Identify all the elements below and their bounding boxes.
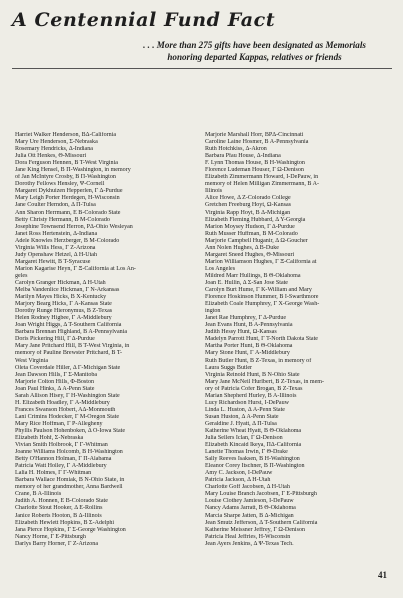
memorial-entry: Betty Christy Hermann, B M-Colorado	[15, 216, 110, 223]
memorial-entry: Rosemary Hendricks, Δ-Indiana	[15, 146, 93, 153]
memorial-entry: Oleta Coverdale Hiller, Δ Γ-Michigan State	[15, 364, 121, 371]
memorial-entry: Marjorie Campbell Huganir, Δ Ω-Goucher	[205, 237, 308, 244]
memorial-entry: Geraldine J. Hyatt, Δ Π-Tulsa	[205, 420, 277, 427]
memorial-entry: Judy Openshaw Hetzel, Δ H-Utah	[15, 251, 97, 258]
memorial-entry: geles	[15, 272, 28, 279]
memorial-entry: Judith Hessy Hunt, Ω-Kansas	[205, 329, 277, 336]
memorial-entry: Betty O'Hannon Holman, Γ Π-Alabama	[15, 456, 112, 463]
memorial-entry: Mary Jane McNeil Hurlbert, B Z-Texas, in mem-	[205, 378, 324, 385]
memorial-entry: Ruth Butler Hunt, B Z-Texas, in memory of	[205, 357, 312, 364]
memorial-entry: Caroline Laine Hosmer, B A-Pennsylvania	[205, 139, 309, 146]
memorial-entry: Mary Leigh Porter Herdegen, H-Wisconsin	[15, 195, 120, 202]
memorial-entry: Mary Stone Hunt, Γ A-Middlebury	[205, 350, 290, 357]
memorial-entry: Harriet Walker Henderson, BΔ-California	[15, 132, 117, 138]
memorial-entry: Sally Reeves Isaksen, B H-Washington	[205, 456, 300, 463]
memorial-entry: Judith A. Honnen, E B-Colorado State	[15, 498, 108, 505]
memorial-entry: Doris Pickering Hill, Γ Δ-Purdue	[15, 336, 95, 343]
memorial-entry: Charlotte Stout Hooker, Δ E-Rollins	[15, 505, 103, 512]
memorial-entry: Elizabeth Kincaid Ikeya, ΠΔ-California	[205, 442, 302, 449]
page-subtitle	[112, 40, 397, 63]
memorial-entry: memory of Helen Milligan Zimmermann, B A-	[205, 181, 320, 188]
memorial-entry: Frances Swanson Hobert, AΔ-Monmouth	[15, 406, 116, 413]
memorial-entry: Janice Roberts Hooton, B Δ-Illinois	[15, 512, 102, 519]
memorial-entry: Mary Jane Pritchard Hill, B T-West Virginia, in	[15, 343, 130, 350]
memorial-entry: Jana Pierce Hopkins, Γ Σ-George Washington	[15, 526, 126, 533]
right-column	[205, 132, 392, 548]
memorial-entry: Virginia Reinold Hunt, B N-Ohio State	[205, 371, 300, 378]
memorial-entry: Dorothy Runge Hieronymus, B Z-Texas	[15, 308, 113, 315]
memorial-entry: Carolyn Granger Hickman, Δ H-Utah	[15, 279, 106, 286]
memorial-entry: Ann Sharon Herrmann, E B-Colorado State	[15, 209, 121, 216]
memorial-entry: Ruth Hotchkiss, Δ-Akron	[205, 146, 267, 153]
memorial-entry: Joan Paul Hinks, Δ A-Penn State	[15, 385, 95, 392]
memorial-entry: Patricia Heal Jeffries, H-Wisconsin	[205, 533, 291, 540]
header-divider	[12, 68, 392, 69]
memorial-entry: Marcia Sharpe Jatten, B Δ-Michigan	[205, 512, 294, 519]
memorial-entry: Julia Ott Henkes, Θ-Missouri	[15, 153, 87, 160]
memorial-entry: memory of Pauline Brewster Pritchard, B T-	[15, 350, 122, 357]
memorial-entry: Madelyn Parrott Hunt, Γ T-North Dakota State	[205, 336, 318, 343]
memorial-entry: Barbara Wallace Homiak, B N-Ohio State, in	[15, 477, 125, 484]
memorial-entry: Elizabeth Hohf, Σ-Nebraska	[15, 435, 84, 442]
memorial-entry: Susan Huston, Δ A-Penn State	[205, 413, 279, 420]
memorial-entry: Margaret Sneed Hughes, Θ-Missouri	[205, 251, 295, 258]
memorial-entry: Barbara Pfau House, Δ-Indiana	[205, 153, 281, 160]
memorial-entry: Dora Ferguson Hennen, B T-West Virginia	[15, 160, 118, 167]
memorial-entry: of Jan McIntyre Crosby, B Π-Washington	[15, 174, 116, 181]
memorial-entry: Lalia H. Holmes, Γ Γ-Whitman	[15, 470, 92, 477]
memorial-entry: Darlys Barry Horner, Γ Z-Arizona	[15, 540, 99, 547]
memorial-entry: Crane, B A-Illinois	[15, 491, 62, 498]
memorial-entry: Marion Kagarise Heyn, Γ Ξ-California at Los An-	[15, 265, 136, 272]
memorial-entry: Barbara Brennan Highland, B A-Pennsylvania	[15, 329, 128, 336]
memorial-entry: Marilyn Mayes Hicks, B X-Kentucky	[15, 294, 107, 301]
memorial-entry: Melba Vandenlice Hickman, Γ N-Arkansas	[15, 287, 120, 294]
memorial-entry: Adele Knowles Herzberger, B M-Colorado	[15, 237, 120, 244]
memorial-entry: Sarah Allison Hisey, Γ H-Washington State	[15, 392, 120, 399]
memorial-entry: Alice Howe, Δ Z-Colorado College	[205, 195, 291, 202]
memorial-entry: Martha Porter Hunt, B Θ-Oklahoma	[205, 343, 293, 350]
memorial-entry: Nancy Horne, Γ E-Pittsburgh	[15, 533, 86, 540]
memorial-entry: Margaret Hewitt, B T-Syracuse	[15, 258, 91, 265]
memorial-entry: Jane Coulter Herndon, Δ Π-Tulsa	[15, 202, 96, 209]
memorial-entry: Lani Crimins Hodecker, Γ M-Oregon State	[15, 413, 120, 420]
memorial-entry: Marjorie Marshall Horr, BPΔ-Cincinnati	[205, 132, 304, 138]
memorial-entry: Florence Ludeman Houser, Γ Ω-Denison	[205, 167, 304, 174]
memorial-entry: Dorothy Fellows Hensley, Ψ-Cornell	[15, 181, 105, 188]
memorial-entry: Josephine Townsend Herron, PΔ-Ohio Wesleyan	[15, 223, 133, 230]
memorial-entry: Joanne Williams Holcomb, B H-Washington	[15, 449, 123, 456]
memorial-entry: Elizabeth Zimmermann Howard, I-DePauw, in	[205, 174, 319, 181]
memorial-entry: Margaret Dykhuizen Hepperlen, Γ Δ-Purdue	[15, 188, 123, 195]
memorial-entry: Jean Evans Hunt, B A-Pennsylvania	[205, 322, 293, 329]
memorial-entry: Marjory Bearg Hicks, Γ A-Kansas State	[15, 301, 112, 308]
memorial-entry: F. Lynn Thomas House, B H-Washington	[205, 160, 305, 167]
memorial-entry: Elizabeth Fleming Hubbard, Δ Y-Georgia	[205, 216, 306, 223]
memorial-entry: Florence Hoskinson Hummer, B I-Swarthmore	[205, 294, 319, 301]
page-title: A Centennial Fund Fact	[12, 9, 276, 31]
memorial-entry: Julia Sellers Iclan, Γ Ω-Denison	[205, 435, 283, 442]
memorial-entry: Ann Nolen Hughes, Δ B-Duke	[205, 244, 279, 251]
memorial-entry: H. Elizabeth Hoadley, Γ A-Middlebury	[15, 399, 110, 406]
memorial-entry: Lanette Thomas Irwin, Γ Θ-Drake	[205, 449, 288, 456]
memorial-entry: Patricia Watt Holley, Γ A-Middlebury	[15, 463, 107, 470]
memorial-entry: Virginia Wills Hess, Γ Z-Arizona	[15, 244, 96, 251]
memorial-entry: Illinois	[205, 188, 223, 195]
subtitle-line-2: honoring departed Kappas, relatives or friends	[167, 51, 342, 62]
memorial-entry: Janet Rae Humphrey, Γ Δ-Purdue	[205, 315, 287, 322]
memorial-entry: ington	[205, 308, 221, 315]
memorial-entry: West Virginia	[15, 357, 49, 364]
memorial-entry: ory of Patricia Cofer Brogan, B Z-Texas	[205, 385, 303, 392]
memorial-entry: Jean Smutz Jefferson, Δ T-Southern California	[205, 519, 318, 526]
memorial-entry: Elizabeth Coale Humphrey, Γ X-George Wash-	[205, 301, 320, 308]
memorial-entry: Patricia Jackson, Δ H-Utah	[205, 477, 271, 484]
memorial-entry: Virginia Rapp Hoyt, B Δ-Michigan	[205, 209, 291, 216]
memorial-entry: Helen Rodney Higbee, Γ A-Middlebury	[15, 315, 112, 322]
memorial-entry: Mary Ure Henderson, Σ-Nebraska	[15, 139, 98, 146]
memorial-entry: Jane King Hensel, B Π-Washington, in memory	[15, 167, 131, 174]
memorial-entry: Marjorie Colton Hills, Φ-Boston	[15, 378, 94, 385]
memorial-entry: Elizabeth Hewlett Hopkins, B Σ-Adelphi	[15, 519, 115, 526]
memorial-entry: Katherine Meissner Jeffrey, Γ Ω-Denison	[205, 526, 306, 533]
memorial-entry: Charlotte Goff Jacobsen, Δ H-Utah	[205, 484, 290, 491]
memorial-entry: Vivian Smith Holbrook, Γ Γ-Whitman	[15, 442, 108, 449]
memorial-entry: Linda L. Huston, Δ A-Penn State	[205, 406, 285, 413]
memorial-entry: Marion Moysey Hudson, Γ Δ-Purdue	[205, 223, 295, 230]
memorial-entry: Jean Ayers Jenkins, Δ Ψ-Texas Tech.	[205, 540, 294, 547]
page-number: 41	[378, 570, 387, 580]
memorial-entry: Eleanor Corey Itschner, B Π-Washington	[205, 463, 305, 470]
memorial-entry: Marion Williamson Hughes, Γ Ξ-California at	[205, 258, 317, 265]
memorial-entry: Marian Shepherd Hurley, B A-Illinois	[205, 392, 297, 399]
memorial-entry: Gretchen Freeburg Hoyt, Ω-Kansas	[205, 202, 291, 209]
left-column	[15, 132, 202, 548]
memorial-entry: Joan E. Hullin, Δ Σ-San Jose State	[205, 279, 288, 286]
subtitle-line-1: . . . More than 275 gifts have been designated as Memorials	[143, 40, 366, 50]
memorial-entry: Laura Suggs Butler	[205, 364, 253, 371]
memorial-entry: Lucy Richardson Hurst, I-DePauw	[205, 399, 289, 406]
memorial-entry: Nancy Adams Jarratt, B Θ-Oklahoma	[205, 505, 296, 512]
memorial-entry: memory of her grandmother, Anna Bardwell	[15, 484, 123, 491]
memorial-entry: Phyllis Paulson Hohenboken, Δ O-Iowa State	[15, 427, 126, 434]
memorial-entry: Mary Rice Hoffman, Γ P-Allegheny	[15, 420, 103, 427]
memorial-entry: Joan Wright Higgs, Δ T-Southern California	[15, 322, 122, 329]
memorial-entry: Carolyn Burt Hume, Γ K-William and Mary	[205, 287, 312, 294]
memorial-entry: Jean Dawson Hills, Γ Σ-Manitoba	[15, 371, 98, 378]
memorial-entry: Los Angeles	[205, 265, 236, 272]
memorial-entry: Janet Ross Hertenstein, Δ-Indiana	[15, 230, 98, 237]
memorial-entry: Katherine Wheat Hyatt, B Θ-Oklahoma	[205, 427, 302, 434]
memorial-entry: Louise Clothey Jamieson, I-DePauw	[205, 498, 294, 505]
memorial-entry: Mildred Marr Hullings, B Θ-Oklahoma	[205, 272, 301, 279]
memorial-entry: Amy C. Jackson, I-DePauw	[205, 470, 273, 477]
memorial-entry: Mary Louise Branch Jacobsen, Γ E-Pittsburgh	[205, 491, 317, 498]
memorial-entry: Ruth Musser Huffman, B M-Colorado	[205, 230, 298, 237]
